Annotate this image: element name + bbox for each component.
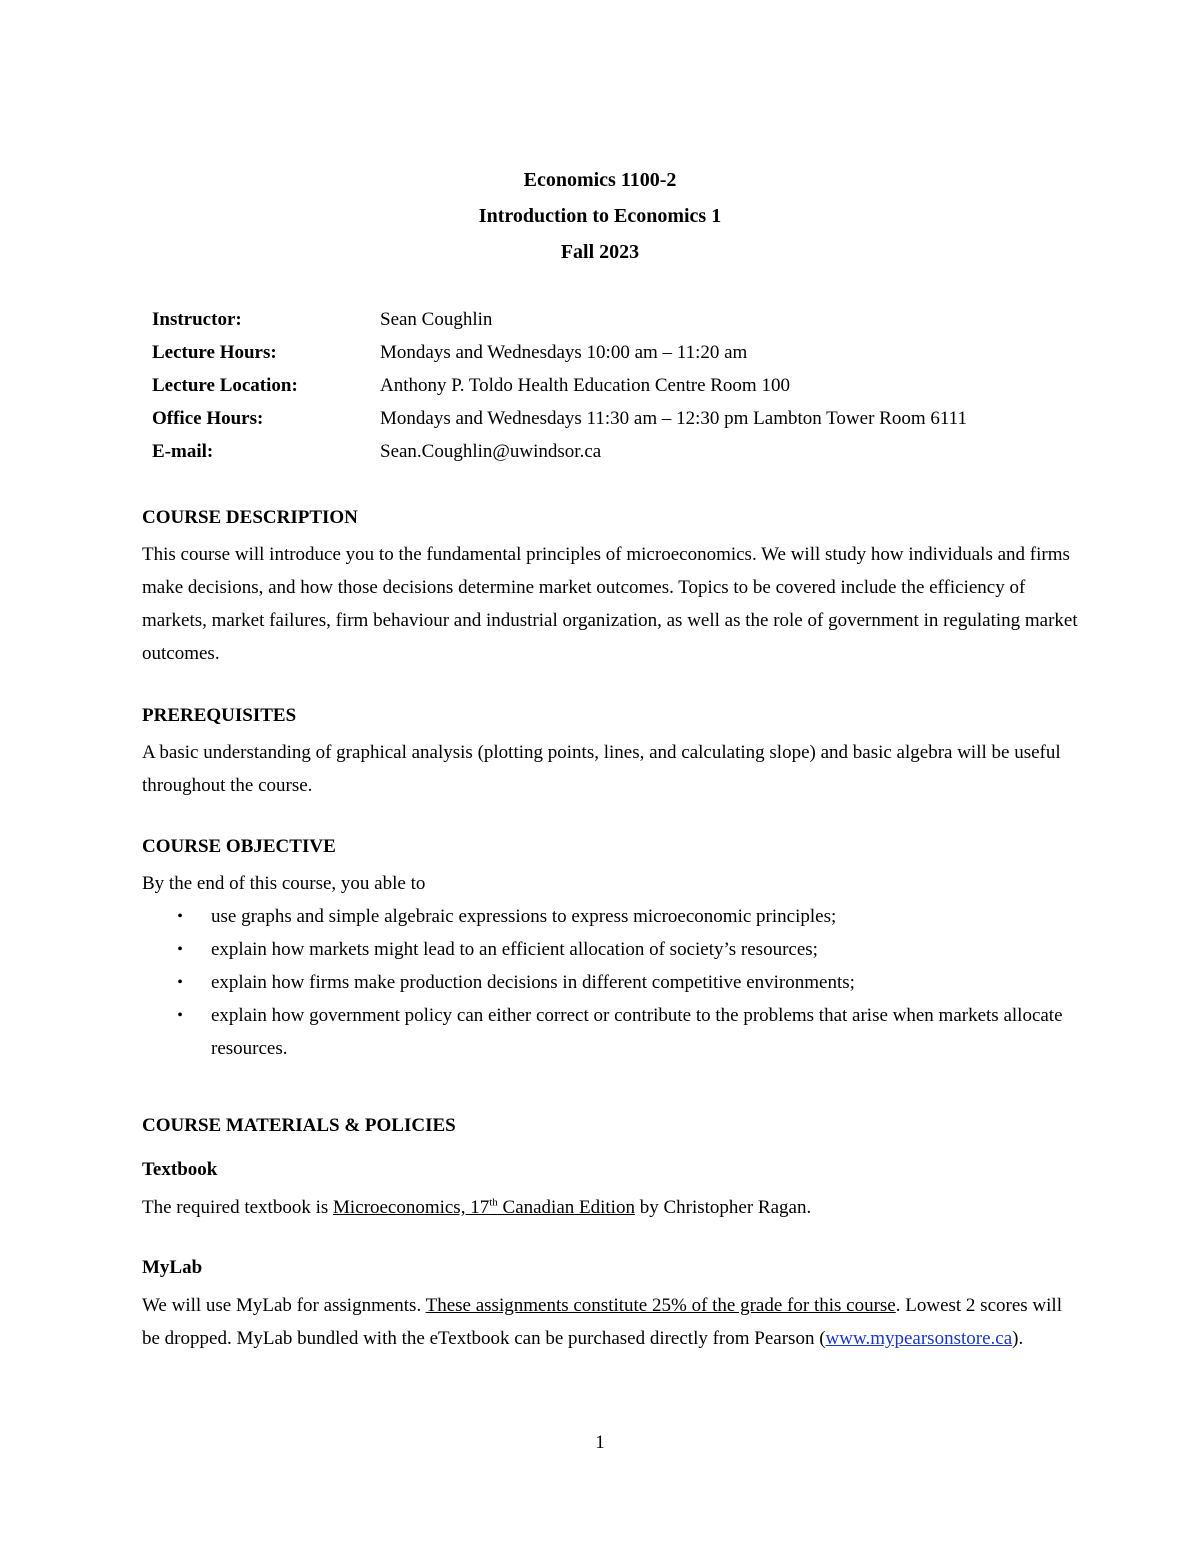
info-label: Lecture Hours: xyxy=(152,342,277,363)
info-row-lecture-hours xyxy=(152,341,1112,374)
prerequisites-text: A basic understanding of graphical analysis (plotting points, lines, and calculating slope) and basic algebra will be useful throughout the course. xyxy=(142,742,1061,796)
list-item xyxy=(142,966,1081,999)
mylab-text-mid: . Lowest 2 scores will be dropped. MyLab bundled with the eTextbook can be purchased directly from Pearson ( xyxy=(142,1295,1062,1349)
course-title: Introduction to Economics 1 xyxy=(478,205,722,227)
info-value: Anthony P. Toldo Health Education Centre Room 100 xyxy=(380,375,790,396)
info-value: Mondays and Wednesdays 11:30 am – 12:30 pm Lambton Tower Room 6111 xyxy=(380,408,967,429)
section-heading: COURSE MATERIALS & POLICIES xyxy=(142,1115,456,1136)
mylab-text-underlined: These assignments constitute 25% of the grade for this course xyxy=(425,1295,896,1316)
course-description-section xyxy=(142,506,1082,670)
info-label: Office Hours: xyxy=(152,408,264,429)
course-code: Economics 1100-2 xyxy=(523,169,677,191)
section-heading: COURSE OBJECTIVE xyxy=(142,836,336,857)
spacer xyxy=(142,1224,1082,1256)
list-item-text: use graphs and simple algebraic expressions to express microeconomic principles; xyxy=(211,906,837,927)
list-item xyxy=(142,900,1081,933)
page-number: 1 xyxy=(595,1432,605,1453)
mylab-text xyxy=(142,1289,1082,1355)
section-heading: COURSE DESCRIPTION xyxy=(142,507,358,528)
objective-list xyxy=(142,900,1082,1065)
term: Fall 2023 xyxy=(560,241,640,263)
textbook-title-superscript: th xyxy=(489,1196,498,1209)
objective-intro: By the end of this course, you able to xyxy=(142,873,426,894)
bullet-icon: • xyxy=(177,1007,183,1024)
textbook-edition-text: Canadian Edition xyxy=(497,1197,635,1218)
bullet-icon: • xyxy=(177,908,183,925)
course-info-table xyxy=(152,308,1112,473)
info-row-email xyxy=(152,440,1112,473)
info-value: Sean Coughlin xyxy=(380,309,493,330)
bullet-icon: • xyxy=(177,974,183,991)
info-label: Instructor: xyxy=(152,309,242,330)
textbook-title-text: Microeconomics, 17 xyxy=(333,1197,490,1218)
textbook-suffix: by Christopher Ragan. xyxy=(634,1197,812,1218)
list-item-text: explain how markets might lead to an efficient allocation of society’s resources; xyxy=(211,939,818,960)
list-item-text: explain how firms make production decisions in different competitive environments; xyxy=(211,972,855,993)
course-description-text: This course will introduce you to the fundamental principles of microeconomics. We will study how individuals and firms make decisions, and how those decisions determine market outcomes. Topics to be covered include the efficiency of markets, market failures, firm behaviour and industrial organization, as well as the role of government in regulating market outcomes. xyxy=(142,544,1078,664)
list-item xyxy=(142,933,1081,966)
mylab-text-start: We will use MyLab for assignments. xyxy=(142,1295,426,1316)
document-title-block xyxy=(0,168,1200,276)
email-value: Sean.Coughlin@uwindsor.ca xyxy=(380,441,602,462)
info-row-instructor xyxy=(152,308,1112,341)
course-objective-section xyxy=(142,835,1082,1065)
textbook-prefix: The required textbook is xyxy=(142,1197,334,1218)
bullet-icon: • xyxy=(177,941,183,958)
textbook-text xyxy=(142,1191,1082,1224)
info-row-office-hours xyxy=(152,407,1112,440)
mylab-heading: MyLab xyxy=(142,1257,203,1278)
textbook-heading: Textbook xyxy=(142,1159,218,1180)
list-item xyxy=(142,999,1081,1065)
info-label: E-mail: xyxy=(152,441,214,462)
info-label: Lecture Location: xyxy=(152,375,298,396)
section-heading: PREREQUISITES xyxy=(142,705,297,726)
course-materials-section xyxy=(142,1114,1082,1355)
pearson-store-link[interactable]: www.mypearsonstore.ca xyxy=(825,1328,1013,1349)
mylab-text-end: ). xyxy=(1012,1328,1024,1349)
info-value: Mondays and Wednesdays 10:00 am – 11:20 am xyxy=(380,342,748,363)
info-row-lecture-location xyxy=(152,374,1112,407)
list-item-text: explain how government policy can either correct or contribute to the problems that arise when markets allocate resources. xyxy=(211,1005,1063,1059)
textbook-title xyxy=(333,1197,635,1218)
prerequisites-section xyxy=(142,704,1082,802)
